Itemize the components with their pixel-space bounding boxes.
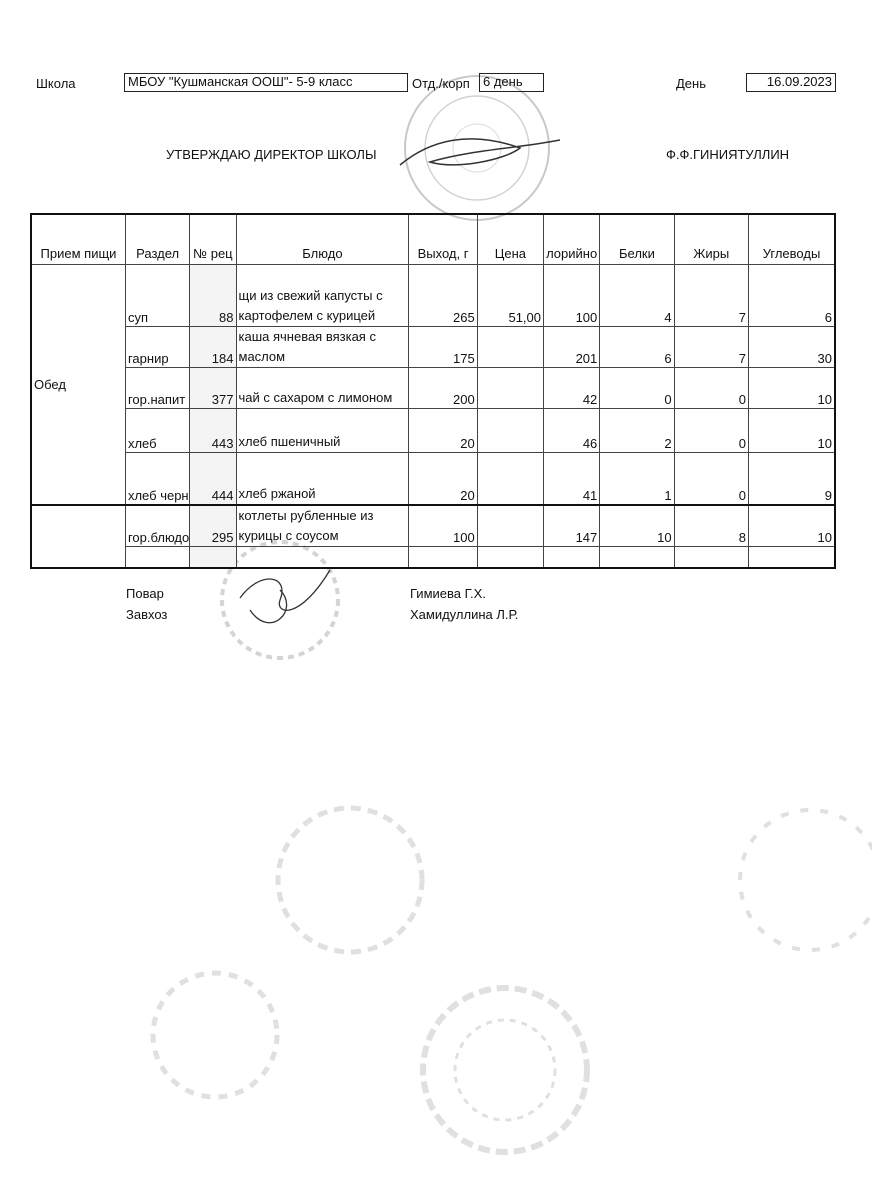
section-cell: хлеб (125, 409, 189, 453)
recipe-cell: 184 (190, 327, 236, 368)
dish-cell: чай с сахаром с лимоном (236, 368, 409, 409)
price-cell (477, 505, 543, 547)
recipe-cell: 377 (190, 368, 236, 409)
school-name-field: МБОУ "Кушманская ООШ"- 5-9 класс (124, 73, 408, 92)
cook-name: Гимиева Г.Х. (410, 586, 486, 601)
fat-cell: 0 (674, 368, 748, 409)
carbs-cell: 6 (749, 265, 836, 327)
weight-cell: 265 (409, 265, 477, 327)
school-label: Школа (36, 76, 76, 91)
weight-cell: 20 (409, 453, 477, 505)
faint-stamp-marks (153, 808, 872, 1152)
section-cell: гарнир (125, 327, 189, 368)
director-signature (400, 139, 560, 165)
table-row (31, 409, 835, 453)
section-cell: суп (125, 265, 189, 327)
price-cell (477, 409, 543, 453)
dish-cell: каша ячневая вязкая с маслом (236, 327, 409, 368)
weight-cell: 175 (409, 327, 477, 368)
table-row (31, 505, 835, 547)
carbs-cell: 10 (749, 505, 836, 547)
protein-cell: 10 (600, 505, 674, 547)
kcal-cell: 42 (544, 368, 600, 409)
col-protein: Белки (600, 214, 674, 265)
protein-cell: 2 (600, 409, 674, 453)
weight-cell: 200 (409, 368, 477, 409)
dish-cell: хлеб ржаной (236, 453, 409, 505)
table-row (31, 453, 835, 505)
kcal-cell: 41 (544, 453, 600, 505)
kcal-cell: 100 (544, 265, 600, 327)
carbs-cell: 9 (749, 453, 836, 505)
storekeeper-name: Хамидуллина Л.Р. (410, 607, 519, 622)
section-cell: гор.блюдо (125, 505, 189, 547)
meal-cell: Обед (31, 265, 125, 505)
col-fat: Жиры (674, 214, 748, 265)
fat-cell: 7 (674, 265, 748, 327)
weight-cell: 20 (409, 409, 477, 453)
cook-signature (240, 570, 330, 623)
dish-cell: котлеты рубленные из курицы с соусом (236, 505, 409, 547)
protein-cell: 6 (600, 327, 674, 368)
dish-cell: хлеб пшеничный (236, 409, 409, 453)
price-cell (477, 453, 543, 505)
price-cell: 51,00 (477, 265, 543, 327)
carbs-cell: 10 (749, 368, 836, 409)
carbs-cell: 10 (749, 409, 836, 453)
table-row (31, 368, 835, 409)
recipe-cell: 88 (190, 265, 236, 327)
col-carbs: Углеводы (749, 214, 836, 265)
col-price: Цена (477, 214, 543, 265)
col-kcal: лорийно (544, 214, 600, 265)
price-cell (477, 368, 543, 409)
fat-cell: 7 (674, 327, 748, 368)
carbs-cell: 30 (749, 327, 836, 368)
table-row-empty (31, 546, 835, 568)
kcal-cell: 147 (544, 505, 600, 547)
protein-cell: 4 (600, 265, 674, 327)
cook-label: Повар (126, 586, 164, 601)
table-row (31, 265, 835, 327)
day-label: День (676, 76, 706, 91)
recipe-cell: 443 (190, 409, 236, 453)
dish-cell: щи из свежий капусты с картофелем с курицей (236, 265, 409, 327)
col-recipe: № рец (190, 214, 236, 265)
kcal-cell: 46 (544, 409, 600, 453)
dept-value-field: 6 день (479, 73, 544, 92)
protein-cell: 1 (600, 453, 674, 505)
fat-cell: 0 (674, 453, 748, 505)
menu-table (30, 213, 836, 569)
section-cell: гор.напит (125, 368, 189, 409)
kcal-cell: 201 (544, 327, 600, 368)
table-row (31, 327, 835, 368)
dept-label: Отд./корп (412, 76, 470, 91)
fat-cell: 0 (674, 409, 748, 453)
section-cell: хлеб черн (125, 453, 189, 505)
meal-cell-empty (31, 505, 125, 568)
director-name: Ф.Ф.ГИНИЯТУЛЛИН (666, 147, 790, 162)
storekeeper-label: Завхоз (126, 607, 168, 622)
fat-cell: 8 (674, 505, 748, 547)
table-header-row (31, 214, 835, 265)
date-field: 16.09.2023 (746, 73, 836, 92)
weight-cell: 100 (409, 505, 477, 547)
recipe-cell: 444 (190, 453, 236, 505)
recipe-cell: 295 (190, 505, 236, 547)
price-cell (477, 327, 543, 368)
col-weight: Выход, г (409, 214, 477, 265)
protein-cell: 0 (600, 368, 674, 409)
col-dish: Блюдо (236, 214, 409, 265)
col-meal: Прием пищи (31, 214, 125, 265)
col-section: Раздел (125, 214, 189, 265)
approval-text: УТВЕРЖДАЮ ДИРЕКТОР ШКОЛЫ (166, 147, 377, 162)
